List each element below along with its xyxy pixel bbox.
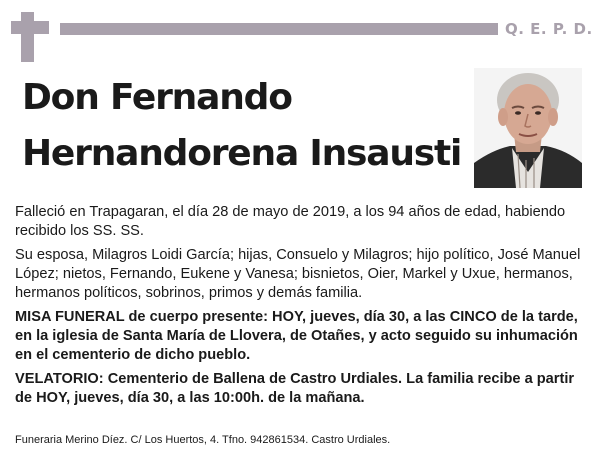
death-notice-paragraph: Falleció en Trapagaran, el día 28 de mayo de 2019, a los 94 años de edad, habiendo recibido los SS. SS. bbox=[15, 204, 566, 239]
wake-paragraph: VELATORIO: Cementerio de Ballena de Castro Urdiales. La familia recibe a partir de HOY, jueves, día 30, a las 10:00h. de la mañana. bbox=[15, 371, 575, 406]
qepd-label: Q. E. P. D. bbox=[505, 20, 593, 38]
name-line-1: Don Fernando bbox=[22, 77, 292, 118]
deceased-name bbox=[22, 70, 461, 182]
name-line-2: Hernandorena Insausti bbox=[22, 133, 462, 174]
funeral-home-footer: Funeraria Merino Díez. C/ Los Huertos, 4. Tfno. 942861534. Castro Urdiales. bbox=[15, 434, 391, 446]
portrait-photo bbox=[474, 68, 582, 188]
cross-vertical-bar bbox=[21, 12, 34, 62]
funeral-mass-paragraph: MISA FUNERAL de cuerpo presente: HOY, jueves, día 30, a las CINCO de la tarde, en la iglesia de Santa María de Llovera, de Otañes, y acto seguido su inhumación en el cementerio de dicho pueblo. bbox=[15, 309, 578, 363]
obituary-body bbox=[15, 203, 587, 413]
cross-horizontal-bar bbox=[11, 21, 49, 34]
portrait-icon bbox=[474, 68, 582, 188]
family-paragraph: Su esposa, Milagros Loidi García; hijas, Consuelo y Milagros; hijo político, José Manuel López; nietos, Fernando, Eukene y Vanesa; bisnietos, Oier, Markel y Uxue, hermanos, hermanos políticos, sobrinos, primos y demás familia. bbox=[15, 247, 581, 301]
header-rule bbox=[60, 23, 498, 35]
